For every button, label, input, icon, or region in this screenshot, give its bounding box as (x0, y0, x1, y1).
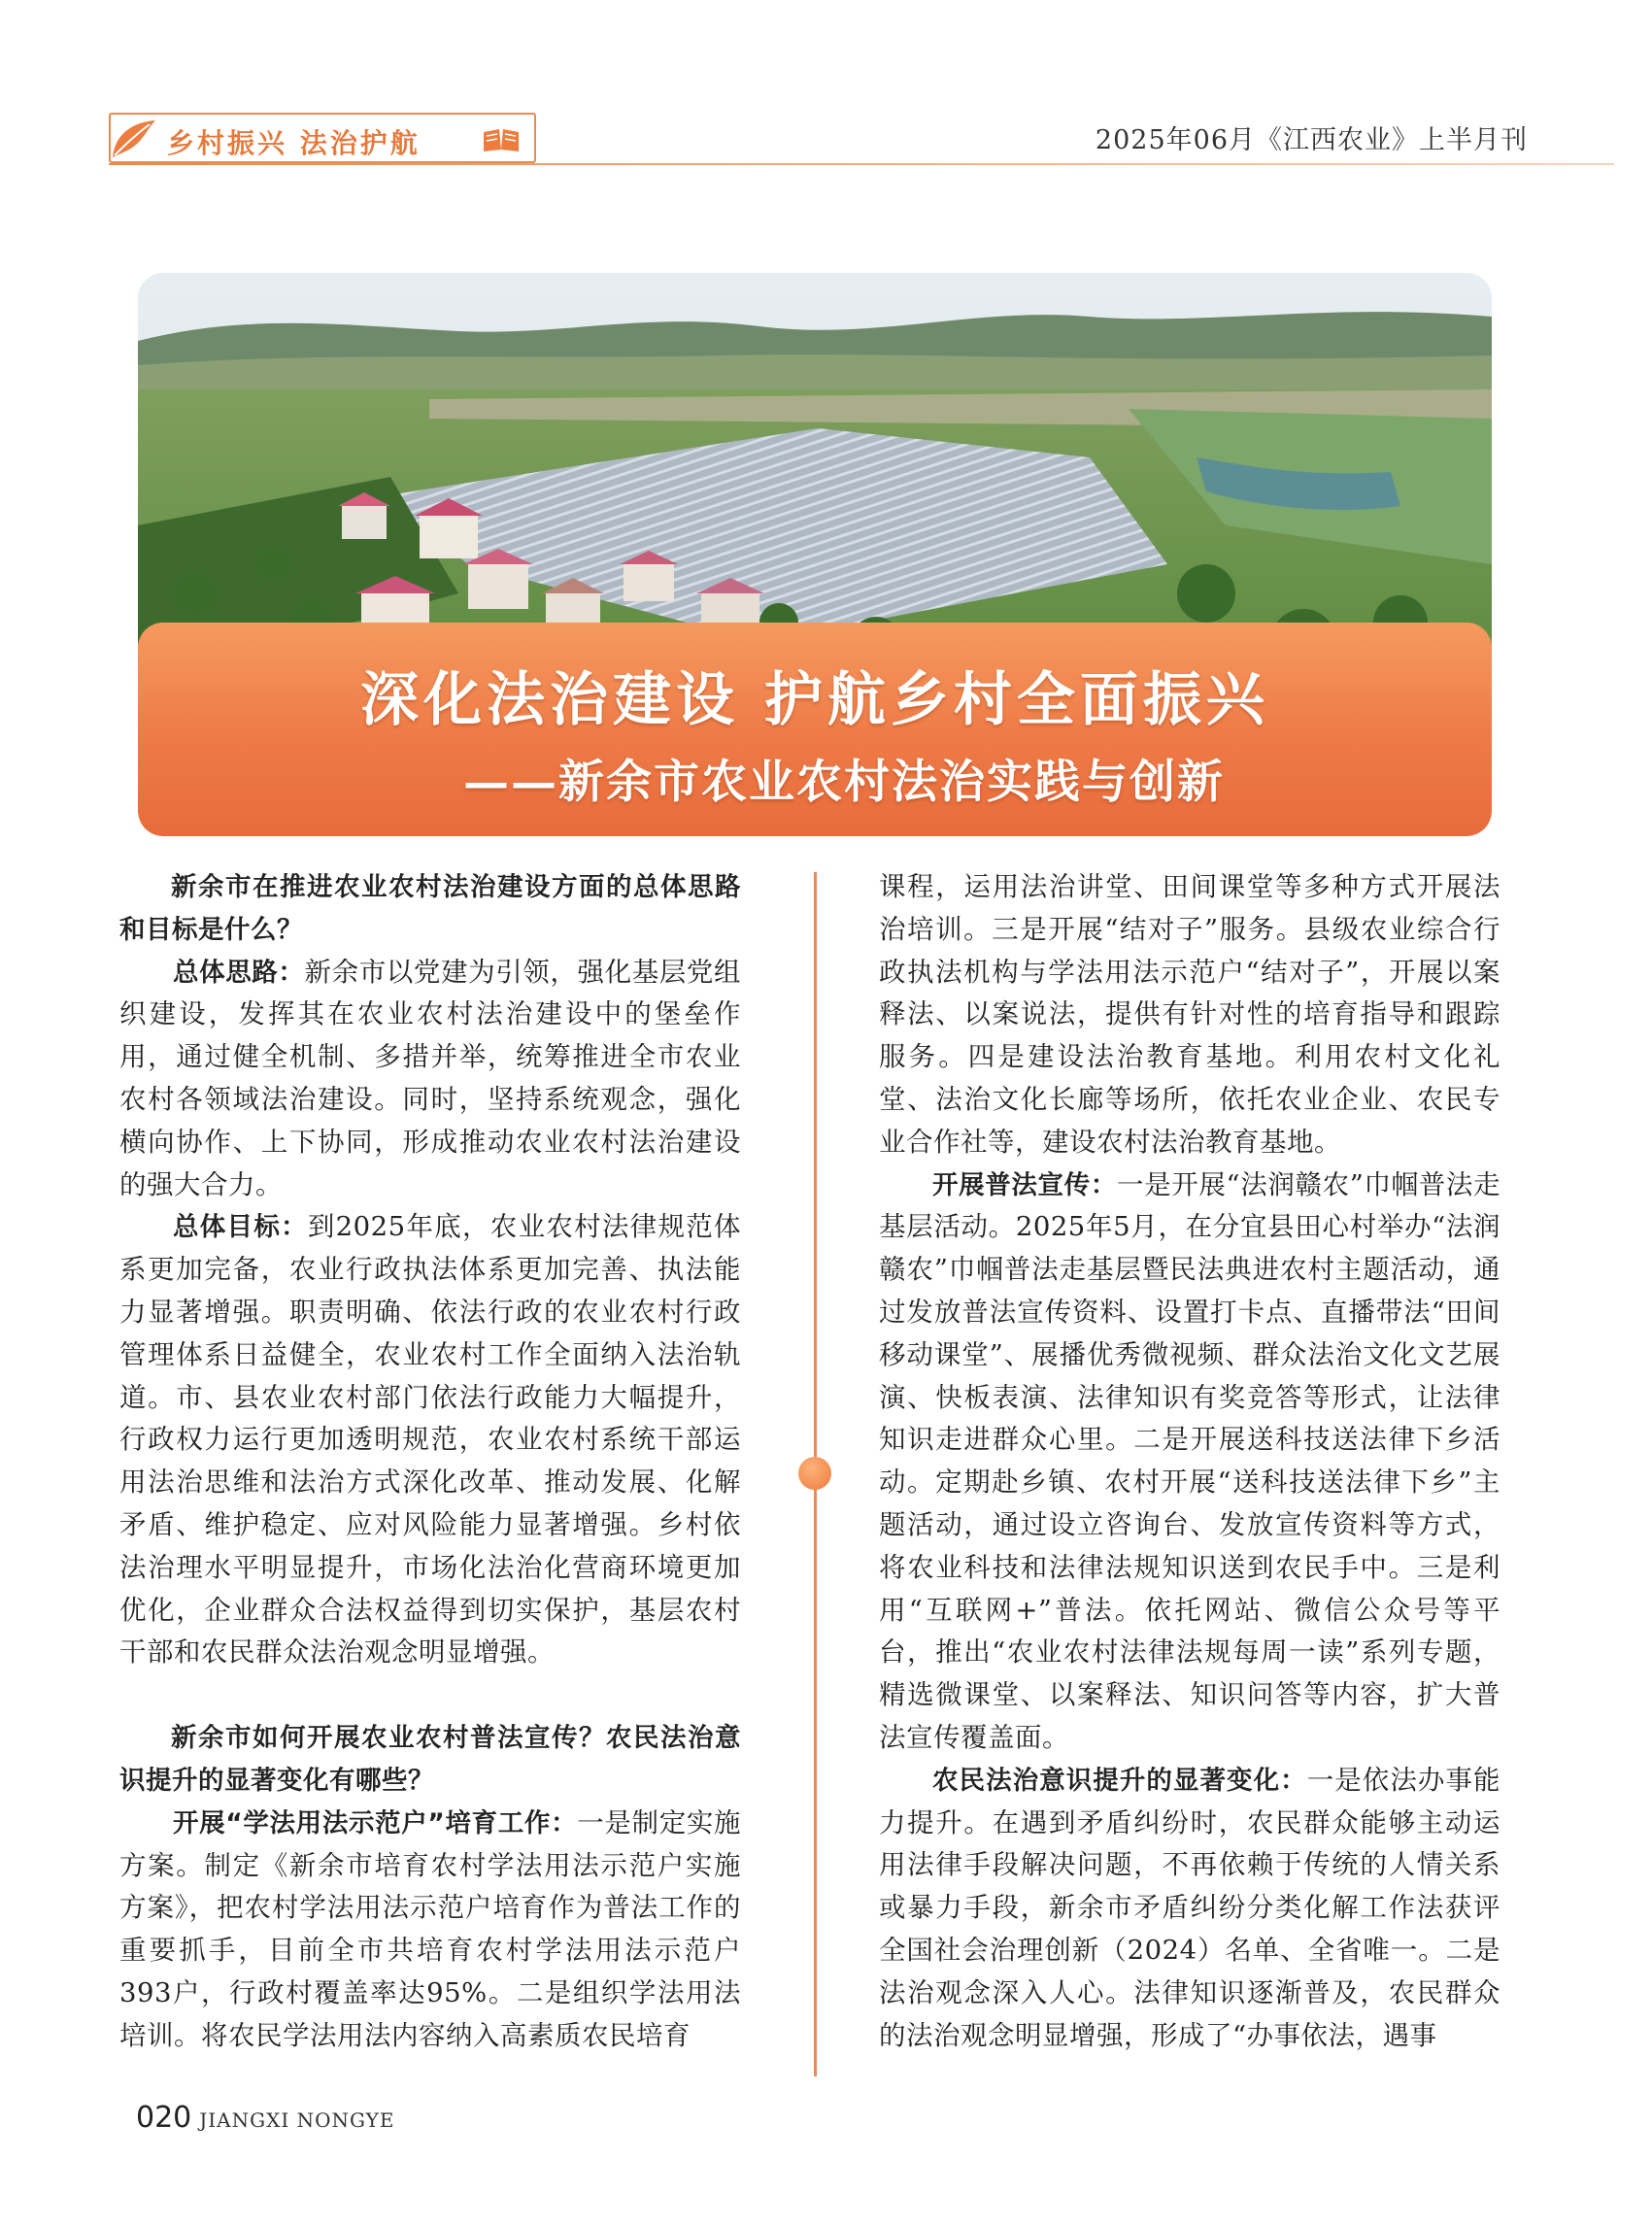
header-rule (109, 163, 1614, 165)
question-heading: 新余市如何开展农业农村普法宣传？农民法治意识提升的显著变化有哪些？ (119, 1723, 741, 1796)
paragraph: 总体思路：新余市以党建为引领，强化基层党组织建设，发挥其在农业农村法治建设中的堡垒作用，通过健全机制、多措并举，统筹推进全市农业农村各领域法治建设。同时，坚持系统观念，强化横向协作、上下协同，形成推动农业农村法治建设的强大合力。 (119, 956, 741, 1200)
title-banner (138, 623, 1492, 836)
book-icon (482, 126, 521, 153)
lead-label: 开展“学法用法示范户”培育工作： (173, 1807, 578, 1838)
lead-label: 开展普法宣传： (932, 1169, 1117, 1200)
section-tag (109, 113, 536, 163)
paragraph: 开展“学法用法示范户”培育工作：一是制定实施方案。制定《新余市培育农村学法用法示范户实施方案》，把农村学法用法示范户培育作为普法工作的重要抓手，目前全市共培育农村学法用法示范户393户，行政村覆盖率达95%。二是组织学法用法培训。将农民学法用法内容纳入高素质农民培育 (119, 1806, 742, 2051)
article-title: 深化法治建设 护航乡村全面振兴 (360, 666, 1269, 734)
lead-label: 总体思路： (173, 957, 305, 988)
section-title: 乡村振兴 法治护航 (167, 127, 421, 159)
article-subtitle: ——新余市农业农村法治实践与创新 (463, 756, 1225, 809)
divider-dot (798, 1457, 831, 1490)
magazine-name: JIANGXI NONGYE (199, 2108, 395, 2132)
leaf-icon (105, 117, 163, 161)
paragraph: 农民法治意识提升的显著变化：一是依法办事能力提升。在遇到矛盾纠纷时，农民群众能够主动运用法律手段解决问题，不再依赖于传统的人情关系或暴力手段，新余市矛盾纠纷分类化解工作法获评全国社会治理创新（2024）名单、全省唯一。二是法治观念深入人心。法律知识逐渐普及，农民群众的法治观念明显增强，形成了“办事依法，遇事 (879, 1764, 1501, 2051)
footer (136, 2101, 394, 2135)
aerial-farmland-photo (138, 273, 1492, 681)
paragraph: 课程，运用法治讲堂、田间课堂等多种方式开展法治培训。三是开展“结对子”服务。县级农业综合行政执法机构与学法用法示范户“结对子”，开展以案释法、以案说法，提供有针对性的培育指导和跟踪服务。四是建设法治教育基地。利用农村文化礼堂、法治文化长廊等场所，依托农业企业、农民专业合作社等，建设农村法治教育基地。 (879, 871, 1500, 1158)
paragraph: 总体目标：到2025年底，农业农村法律规范体系更加完备，农业行政执法体系更加完善、执法能力显著增强。职责明确、依法行政的农业农村行政管理体系日益健全，农业农村工作全面纳入法治轨道。市、县农业农村部门依法行政能力大幅提升，行政权力运行更加透明规范，农业农村系统干部运用法治思维和法治方式深化改革、推动发展、化解矛盾、维护稳定、应对风险能力显著增强。乡村依法治理水平明显提升，市场化法治化营商环境更加优化，企业群众合法权益得到切实保护，基层农村干部和农民群众法治观念明显增强。 (119, 1211, 742, 1669)
lead-label: 农民法治意识提升的显著变化： (932, 1765, 1307, 1796)
paragraph: 开展普法宣传：一是开展“法润赣农”巾帼普法走基层活动。2025年5月，在分宜县田心村举办“法润赣农”巾帼普法走基层暨民法典进农村主题活动，通过发放普法宣传资料、设置打卡点、直播带法“田间移动课堂”、展播优秀微视频、群众法治文化文艺展演、快板表演、法律知识有奖竞答等形式，让法律知识走进群众心里。二是开展送科技送法律下乡活动。定期赴乡镇、农村开展“送科技送法律下乡”主题活动，通过设立咨询台、发放宣传资料等方式，将农业科技和法律法规知识送到农民手中。三是利用“互联网+”普法。依托网站、微信公众号等平台，推出“农业农村法律法规每周一读”系列专题，精选微课堂、以案释法、知识问答等内容，扩大普法宣传覆盖面。 (879, 1168, 1501, 1753)
issue-label: 2025年06月《江西农业》上半月刊 (1095, 125, 1528, 155)
page-number: 020 (136, 2101, 192, 2135)
hero-section (138, 273, 1492, 836)
lead-label: 总体目标： (173, 1212, 308, 1243)
left-column (119, 866, 741, 2058)
right-column (879, 866, 1500, 2057)
question-heading: 新余市在推进农业农村法治建设方面的总体思路和目标是什么？ (119, 872, 741, 945)
